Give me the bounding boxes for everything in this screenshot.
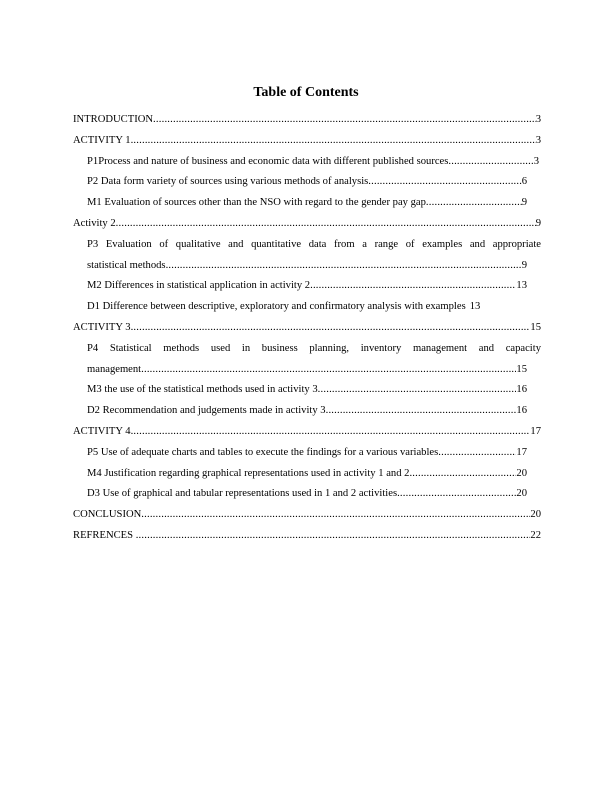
toc-entry-page: 13 [516,280,527,292]
toc-entry-title: ACTIVITY 4 [73,425,131,437]
toc-entry-page: 20 [516,467,527,479]
dot-leader [409,464,516,485]
toc-entry-page: 15 [530,321,541,333]
dot-leader [131,131,536,152]
toc-entry-p2[interactable] [73,172,541,193]
toc-entry-d2[interactable] [73,401,541,422]
toc-entry-title-continued: statistical methods [87,259,166,271]
toc-entry-title: M1 Evaluation of sources other than the NSO with regard to the gender pay gap [87,197,426,209]
toc-entry-activity-2[interactable] [73,214,541,235]
toc-entry-title-continued: management [87,363,142,375]
toc-entry-title: INTRODUCTION [73,114,154,125]
dot-leader [131,422,531,443]
toc-entry-page: 20 [530,509,541,521]
toc-entry-page: 17 [516,446,527,458]
toc-entry-references[interactable] [73,526,541,547]
dot-leader [326,401,517,422]
dot-leader [438,443,516,464]
toc-entry-page: 3 [535,134,541,146]
dot-leader [116,214,536,235]
toc-entry-title: D2 Recommendation and judgements made in activity 3 [87,405,326,417]
toc-entry-title: D3 Use of graphical and tabular representations used in 1 and 2 activities [87,488,398,500]
toc-entry-title: ACTIVITY 1 [73,134,131,146]
toc-entry-title: M2 Differences in statistical application in activity 2 [87,280,311,292]
dot-leader [397,484,516,505]
dot-leader [318,380,517,401]
toc-entry-page: 17 [530,425,541,437]
toc-entry-page: 9 [521,259,527,271]
toc-entry-page: 13 [469,301,481,313]
toc-entry-title: Activity 2 [73,217,116,229]
toc-entry-page: 16 [516,405,527,417]
dot-leader [141,505,530,526]
dot-leader [136,526,531,547]
toc-entry-m4[interactable] [73,464,541,485]
toc-entry-title: P3 Evaluation of qualitative and quantitative data from a range of examples and appropriate [87,238,541,250]
toc-entry-page: 9 [521,197,527,209]
toc-entry-p4[interactable] [73,339,541,381]
toc-entry-title: P4 Statistical methods used in business planning, inventory management and capacity [87,342,541,354]
toc-entry-title: P5 Use of adequate charts and tables to execute the findings for a various variables [87,446,439,458]
toc-entry-title: P2 Data form variety of sources using various methods of analysis [87,176,369,188]
toc-entry-title: M4 Justification regarding graphical representations used in activity 1 and 2 [87,467,410,479]
toc-entry-title: D1 Difference between descriptive, exploratory and confirmatory analysis with examples [87,301,466,313]
toc-entry-page: 6 [521,176,527,188]
dot-leader [426,193,522,214]
toc-entry-title: CONCLUSION [73,509,142,521]
toc-entry-page: 22 [530,529,541,541]
toc-entry-p3[interactable] [73,235,541,277]
toc-entry-title: ACTIVITY 3 [73,321,131,333]
toc-entry-d3[interactable] [73,484,541,505]
toc-entry-p5[interactable] [73,443,541,464]
toc-entry-page: 20 [516,488,527,500]
toc-entry-m1[interactable] [73,193,541,214]
page-title: Table of Contents [253,85,359,100]
toc-entry-activity-1[interactable] [73,131,541,152]
toc-entry-introduction[interactable] [73,110,541,131]
dot-leader [141,360,516,381]
dot-leader [131,318,531,339]
dot-leader [153,110,536,131]
toc-entry-page: 3 [533,155,539,167]
toc-entry-title: P1Process and nature of business and economic data with different published sources [87,155,449,167]
toc-entry-activity-3[interactable] [73,318,541,339]
toc-entry-d1[interactable] [73,297,541,318]
toc-entry-page: 3 [535,114,541,125]
dot-leader [310,276,516,297]
toc-entry-m3[interactable] [73,380,541,401]
dot-leader [166,256,522,277]
toc-entry-m2[interactable] [73,276,541,297]
toc-entry-page: 15 [516,363,527,375]
dot-leader [368,172,521,193]
toc-entry-page: 9 [535,217,541,229]
toc-entry-p1[interactable] [73,152,541,173]
toc-entry-title: M3 the use of the statistical methods used in activity 3 [87,384,318,396]
toc-entry-conclusion[interactable] [73,505,541,526]
table-of-contents [73,110,541,547]
toc-entry-page: 16 [516,384,527,396]
dot-leader [448,152,533,173]
toc-entry-activity-4[interactable] [73,422,541,443]
toc-entry-title: REFRENCES [73,529,136,541]
